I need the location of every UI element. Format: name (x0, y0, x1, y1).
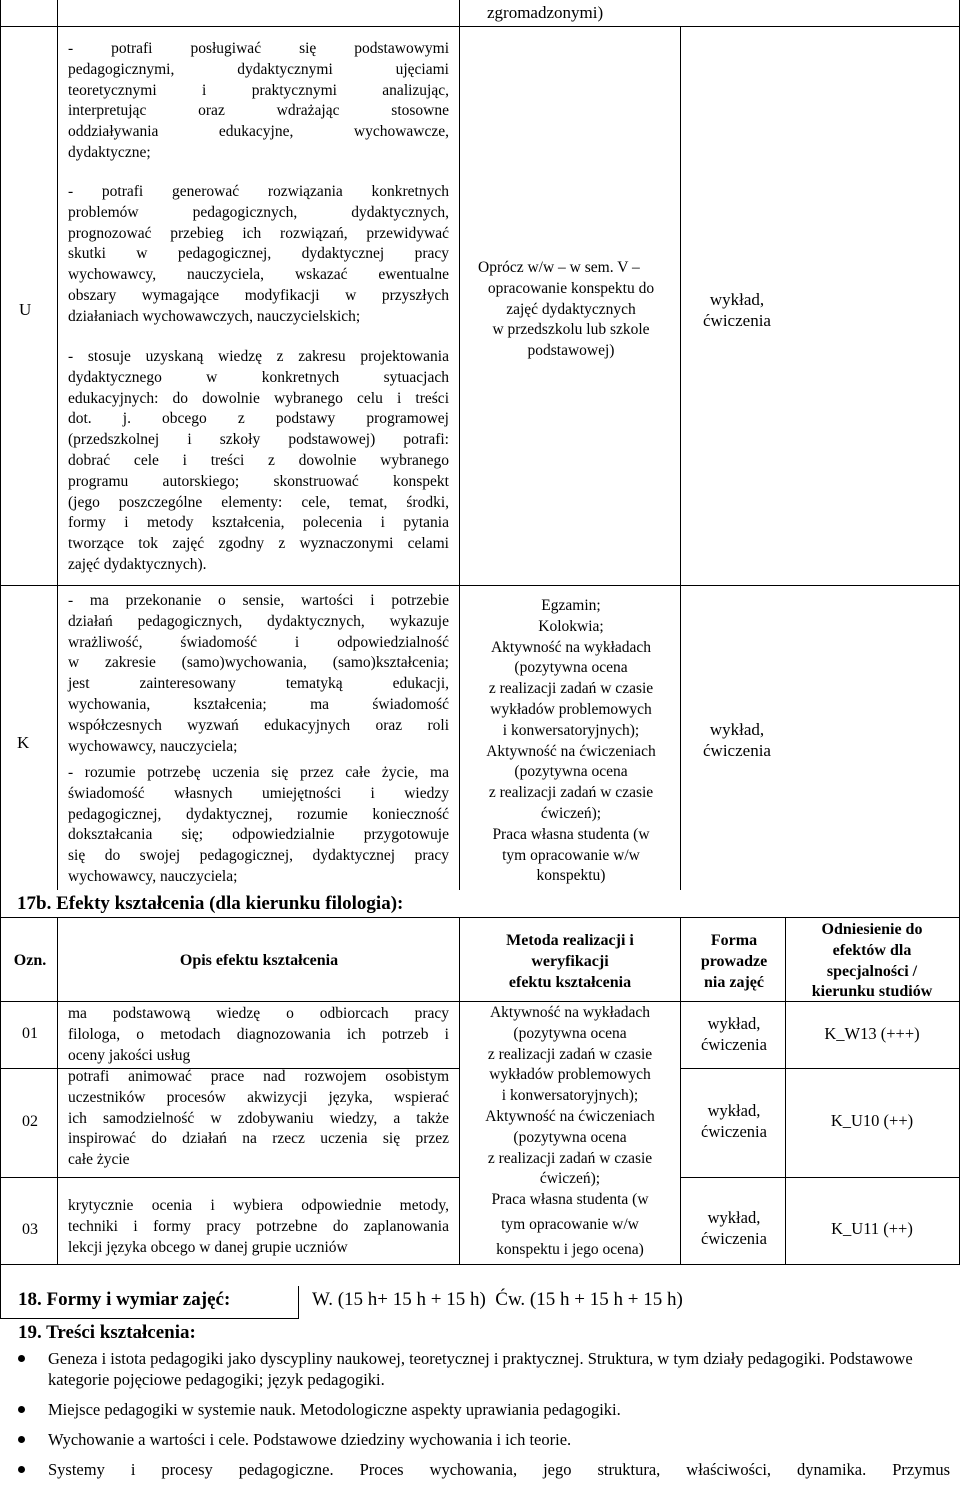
text-line: kierunku studiów (811, 983, 933, 1001)
text-line: (pozytywna ocena (514, 763, 628, 781)
table-border (459, 0, 460, 890)
bullet-icon (18, 1436, 25, 1443)
table-border (680, 1177, 960, 1178)
header-metoda (462, 931, 678, 993)
header-fragment: zgromadzonymi) (487, 3, 604, 22)
text-line: (przedszkolnej i szkoły podstawowej) potrafi: (68, 431, 449, 449)
content-list (18, 1348, 950, 1489)
text-line: Aktywność na ćwiczeniach (486, 742, 656, 760)
row-u-paragraph-1 (68, 39, 449, 164)
text-line: konspektu i jego ocena) (496, 1240, 644, 1258)
text-line: filologa, o metodach diagnozowania ich potrzeb i (68, 1025, 449, 1043)
table-border (0, 585, 960, 586)
text-line: formy i metody kształcenia, polecenia i pytania (68, 514, 449, 532)
text-line: z realizacji zadań w czasie (487, 1149, 653, 1167)
text-line: efektów dla (832, 941, 912, 959)
text-line: się do swojej pedagogicznej, dydaktycznej pracy (68, 847, 449, 865)
text-line: dydaktyczne; (68, 143, 151, 161)
list-item-text: Systemy i procesy pedagogiczne. Proces wychowania, jego struktura, właściwości, dynamika. Przymus (48, 1460, 950, 1479)
text-line: ćwiczeń); (539, 1170, 601, 1188)
section-17b-title: 17b. Efekty kształcenia (dla kierunku filologia): (17, 893, 404, 914)
text-line: uczestników procesów akwizycji języka, wspierać (68, 1088, 449, 1106)
text-line: specjalności / (826, 962, 918, 980)
list-item (18, 1459, 950, 1480)
text-line: Aktywność na wykładach (489, 1004, 651, 1021)
text-line: ćwiczenia (701, 1121, 767, 1141)
text-line: działaniach wychowawczych, nauczycielskich; (68, 307, 361, 325)
text-line: i konwersatoryjnych); (502, 721, 640, 739)
text-line: prognozować przebieg ich rozwiązań, przewidywać (68, 224, 449, 242)
list-item (18, 1399, 950, 1420)
header-ozn: Ozn. (13, 952, 47, 969)
table-border (57, 0, 58, 890)
row-label-k: K (17, 733, 30, 752)
text-line: podstawowej) (527, 342, 615, 360)
text-line: Odniesienie do (821, 921, 923, 938)
text-line: - stosuje uzyskaną wiedzę z zakresu projektowania (68, 348, 449, 365)
text-line: interpretując oraz wdrażając stosowne (68, 102, 449, 120)
text-line: - potrafi generować rozwiązania konkretnych (68, 183, 449, 200)
text-line: programu autorskiego; skonstruować konspekt (68, 472, 449, 490)
row-label-u: U (19, 300, 32, 319)
section-19-title: 19. Treści kształcenia: (18, 1322, 196, 1343)
text-line: prowadze (700, 952, 768, 970)
row-03-forma (683, 1208, 785, 1250)
row-ozn-03: 03 (22, 1221, 38, 1238)
table-border (0, 1001, 680, 1002)
row-k-paragraph-2 (68, 763, 449, 888)
row-ozn-01: 01 (22, 1025, 38, 1042)
text-line: pedagogicznej, dydaktycznej, rozumie konieczność (68, 805, 449, 823)
text-line: wykład, (709, 290, 765, 309)
header-opis: Opis efektu kształcenia (179, 952, 339, 969)
text-line: z realizacji zadań w czasie (488, 784, 654, 802)
text-line: nia zajęć (704, 973, 764, 991)
text-line: Aktywność na wykładach (490, 638, 652, 656)
list-item-text: Geneza i istota pedagogiki jako dyscypliny naukowej, teoretycznej i praktycznej. Struktura, w tym działy pedagogiki. Podstawowe kategorie pojęciowe pedagogiki; język pedagogiki. (48, 1349, 913, 1389)
text-line: Forma (710, 932, 758, 949)
text-line: dydaktycznego w konkretnych sytuacjach (68, 368, 449, 386)
text-line: edukacyjnych: do dowolnie wybranego celu i treści (68, 389, 449, 407)
table-border (0, 1264, 1, 1319)
text-line: oceny jakości usług (68, 1046, 191, 1064)
bullet-icon (18, 1355, 25, 1362)
table-border (680, 917, 681, 1265)
text-line: ćwiczenia (701, 1034, 767, 1054)
text-line: krytycznie ocenia i wybiera odpowiednie metody, (68, 1197, 449, 1214)
list-item (18, 1348, 950, 1390)
text-line: Kolokwia; (538, 617, 604, 635)
text-line: Praca własna studenta (w (491, 1191, 649, 1209)
text-line: wykładów problemowych (490, 700, 652, 718)
text-line: ćwiczeń); (540, 804, 602, 822)
section-18-title: 18. Formy i wymiar zajęć: (18, 1289, 231, 1310)
text-line: (pozytywna ocena (513, 1024, 627, 1042)
text-line: - rozumie potrzebę uczenia się przez całe życie, ma (68, 764, 449, 781)
text-line: ćwiczenia (703, 740, 771, 760)
table-border (0, 1264, 960, 1265)
row-ozn-02: 02 (22, 1113, 38, 1130)
text-line: zajęć dydaktycznych (506, 300, 636, 318)
text-line: Metoda realizacji i (506, 932, 634, 949)
table-border (298, 1286, 299, 1319)
bullet-icon (18, 1406, 25, 1413)
table-border (0, 26, 960, 27)
text-line: wychowania, kształcenia; ma świadomość (68, 695, 449, 713)
text-line: wykład, (709, 720, 765, 739)
text-line: techniki i formy pracy potrzebne do zaplanowania (68, 1217, 449, 1235)
text-line: - ma przekonanie o sensie, wartości i potrzebie (68, 592, 449, 609)
row-01-opis (68, 1004, 449, 1066)
text-line: ćwiczenia (703, 310, 771, 330)
list-item-text: Wychowanie a wartości i cele. Podstawowe dziedziny wychowania i ich teorie. (48, 1430, 572, 1449)
text-line: całe życie (68, 1151, 130, 1169)
row-01-odniesienie: K_W13 (+++) (824, 1024, 920, 1043)
table-border (680, 27, 681, 890)
section-18-value: W. (15 h+ 15 h + 15 h) Ćw. (15 h + 15 h + 15 h) (312, 1289, 683, 1310)
row-03-odniesienie: K_U11 (++) (831, 1219, 913, 1238)
table-border (0, 0, 1, 1265)
text-line: lekcji języka obcego w danej grupie uczniów (68, 1238, 348, 1256)
text-line: konspektu) (536, 867, 606, 885)
text-line: wykładów problemowych (489, 1066, 651, 1084)
text-line: Egzamin; (541, 597, 601, 614)
header-forma (683, 931, 785, 993)
text-line: dot. j. obcego z podstawy programowej (68, 410, 449, 428)
table-border (0, 917, 960, 918)
bullet-icon (18, 1466, 25, 1473)
list-item-text: Miejsce pedagogiki w systemie nauk. Metodologiczne aspekty uprawiania pedagogiki. (48, 1400, 621, 1419)
table-border (0, 1318, 299, 1319)
row-k-form (682, 720, 792, 762)
text-line: wychowawcy, nauczyciela, wskazać ewentualne (68, 266, 449, 284)
text-line: - potrafi posługiwać się podstawowymi (68, 40, 449, 57)
text-line: oddziaływania edukacyjne, wychowawcze, (68, 123, 449, 141)
text-line: wrażliwość, świadomość i odpowiedzialność (68, 633, 449, 651)
row-u-method (466, 258, 676, 362)
text-line: efektu kształcenia (508, 973, 632, 991)
text-line: działań pedagogicznych, dydaktycznych, wykazuje (68, 612, 449, 630)
text-line: w przedszkolu lub szkole (492, 321, 650, 339)
text-line: Oprócz w/w – w sem. V – (478, 259, 640, 276)
row-02-forma (683, 1101, 785, 1143)
text-line: z realizacji zadań w czasie (487, 1045, 653, 1063)
row-u-paragraph-2 (68, 182, 449, 328)
text-line: w zakresie (samo)wychowania, (samo)kształcenia; (68, 654, 449, 672)
text-line: Praca własna studenta (w (492, 825, 650, 843)
text-line: teoretycznymi i praktycznymi analizując, (68, 81, 449, 99)
table-border (459, 917, 460, 1265)
row-u-form (682, 290, 792, 332)
text-line: weryfikacji (531, 952, 609, 970)
text-line: potrafi animować prace nad rozwojem osobistym (68, 1068, 449, 1085)
text-line: dokształcania się; odpowiedzialnie przygotowuje (68, 826, 449, 844)
text-line: współczesnych wyzwań edukacyjnych oraz roli (68, 716, 449, 734)
text-line: inspirować do działań na rzecz uczenia się przez (68, 1130, 449, 1148)
text-line: pedagogicznymi, dydaktycznymi ujęciami (68, 60, 449, 78)
text-line: tworzące tok zajęć zgodny z wyznaczonymi celami (68, 535, 449, 553)
row-01-forma (683, 1014, 785, 1056)
text-line: problemów pedagogicznych, dydaktycznych, (68, 203, 449, 221)
text-line: wykład, (707, 1101, 761, 1120)
text-line: wykład, (707, 1014, 761, 1033)
text-line: wychowawcy, nauczyciela; (68, 867, 238, 885)
text-line: (pozytywna ocena (513, 1128, 627, 1146)
table-border (680, 1068, 960, 1069)
text-line: ćwiczenia (701, 1228, 767, 1248)
text-line: świadomość własnych umiejętności i wiedzy (68, 784, 449, 802)
text-line: z realizacji zadań w czasie (488, 680, 654, 698)
text-line: i konwersatoryjnych); (501, 1087, 639, 1105)
text-line: ich samodzielność w zdobywaniu wiedzy, a także (68, 1109, 449, 1127)
table-border (785, 917, 786, 1265)
text-line: skutki w pedagogicznej, dydaktycznej pracy (68, 245, 449, 263)
text-line: tym opracowanie w/w (502, 846, 640, 864)
method-merged (462, 1003, 678, 1258)
text-line: dobrać cele i treści z dowolnie wybranego (68, 451, 449, 469)
text-line: opracowanie konspektu do (487, 279, 655, 297)
text-line: zajęć dydaktycznych). (68, 555, 207, 573)
table-border (0, 1177, 460, 1178)
text-line: wykład, (707, 1208, 761, 1227)
header-odniesienie (787, 920, 957, 1003)
text-line: ma podstawową wiedzę o odbiorcach pracy (68, 1005, 449, 1022)
text-line: tym opracowanie w/w (501, 1215, 639, 1233)
row-02-odniesienie: K_U10 (++) (830, 1111, 914, 1130)
text-line: (pozytywna ocena (514, 659, 628, 677)
text-line: wychowawcy, nauczyciela; (68, 737, 238, 755)
row-03-opis (68, 1196, 449, 1258)
list-item (18, 1429, 950, 1450)
row-02-opis (68, 1067, 449, 1171)
text-line: Aktywność na ćwiczeniach (485, 1107, 655, 1125)
row-k-method (466, 596, 676, 887)
text-line: jest zainteresowany tematyką edukacji, (68, 675, 449, 693)
table-border (57, 917, 58, 1265)
row-u-paragraph-3 (68, 347, 449, 576)
text-line: obszary wymagające modyfikacji w przyszłych (68, 286, 449, 304)
text-line: (jego poszczególne elementy: cele, temat, środki, (68, 493, 449, 511)
row-k-paragraph-1 (68, 591, 449, 757)
